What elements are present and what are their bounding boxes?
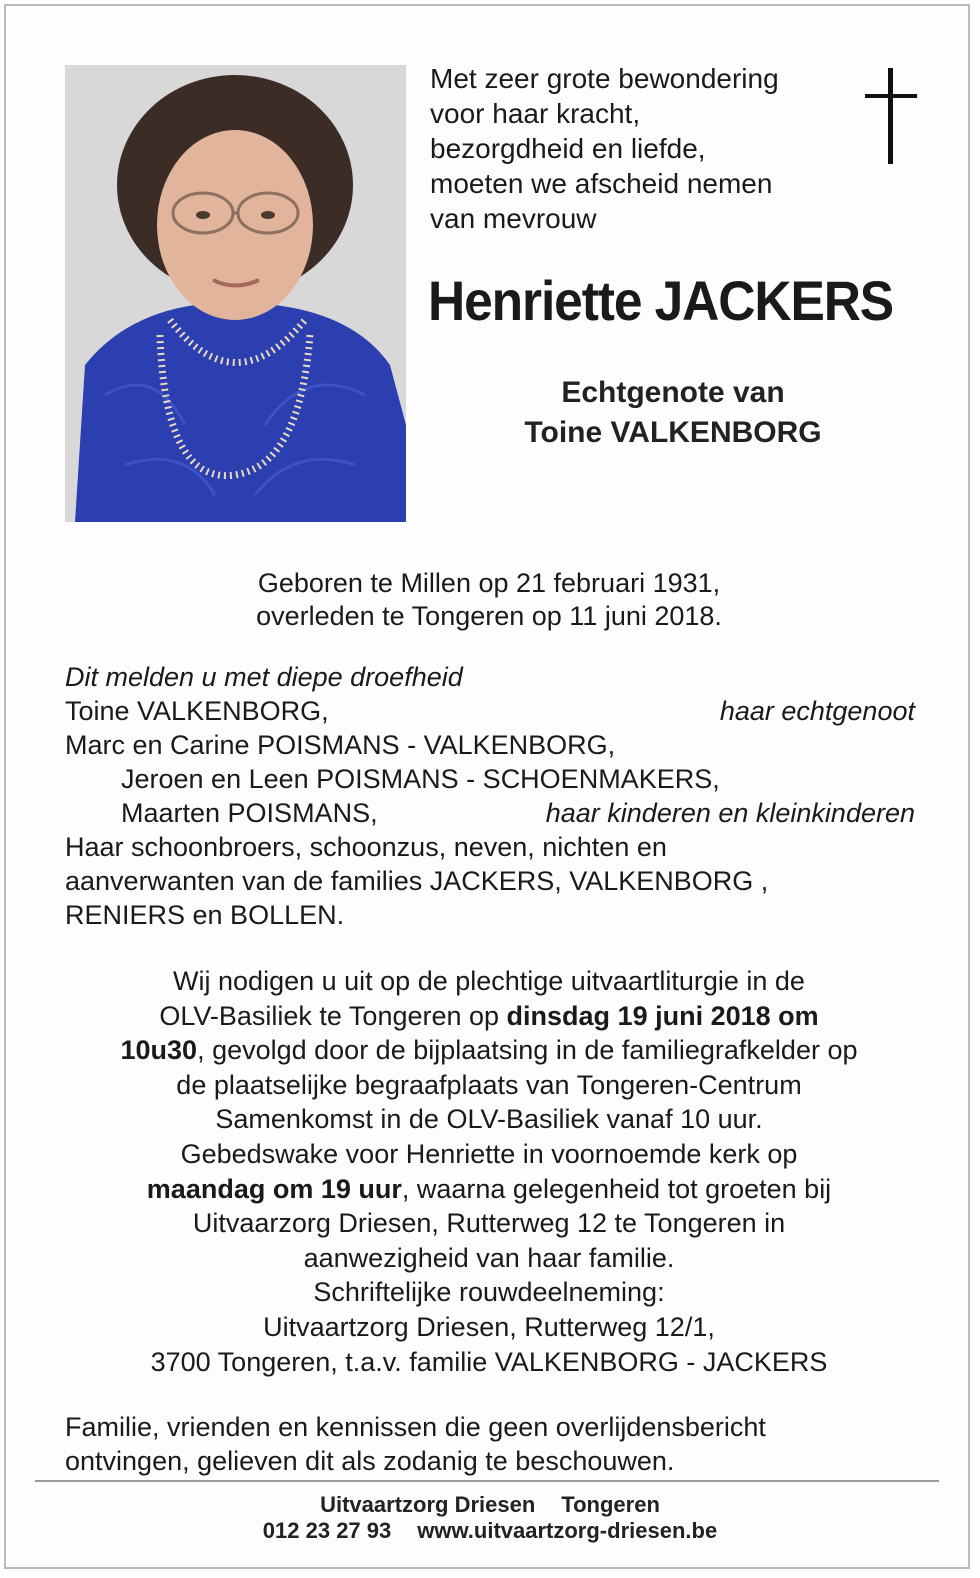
company-website[interactable]: www.uitvaartzorg-driesen.be <box>417 1518 718 1543</box>
latin-cross-icon <box>865 68 917 164</box>
deceased-name: Henriette JACKERS <box>428 269 894 332</box>
invitation-line <box>6 999 972 1034</box>
family-member-name: Marc en Carine POISMANS - VALKENBORG, <box>65 730 616 760</box>
intro-line: Met zeer grote bewondering <box>430 63 779 94</box>
funeral-invitation <box>6 964 972 1379</box>
funeral-home-footer <box>0 1492 980 1544</box>
invitation-text: OLV-Basiliek te Tongeren op <box>159 1000 507 1031</box>
intro-line: van mevrouw <box>430 203 597 234</box>
family-announcement <box>65 660 915 932</box>
invitation-line: Schriftelijke rouwdeelneming: <box>313 1277 665 1308</box>
relatives-line: aanverwanten van de families JACKERS, VALKENBORG , <box>65 866 769 896</box>
family-member-name: Toine VALKENBORG, <box>65 696 329 726</box>
relatives-line: RENIERS en BOLLEN. <box>65 900 345 930</box>
footer-line <box>0 1518 980 1544</box>
intro-line: moeten we afscheid nemen <box>430 168 773 199</box>
wake-time: maandag om 19 uur <box>146 1173 402 1204</box>
company-city: Tongeren <box>561 1492 660 1517</box>
intro-line: bezorgdheid en liefde, <box>430 133 706 164</box>
invitation-line: Uitvaartzorg Driesen, Rutterweg 12/1, <box>263 1311 715 1342</box>
intro-line: voor haar kracht, <box>430 98 641 129</box>
footer-divider <box>35 1480 939 1482</box>
family-heading: Dit melden u met diepe droefheid <box>65 662 463 692</box>
birth-death-info <box>6 567 972 633</box>
portrait-illustration <box>65 65 406 522</box>
invitation-line: Gebedswake voor Henriette in voornoemde kerk op <box>180 1138 798 1169</box>
family-member-role: haar echtgenoot <box>719 696 915 726</box>
closing-line: ontvingen, gelieven dit als zodanig te beschouwen. <box>65 1446 675 1476</box>
spouse-name: Toine VALKENBORG <box>524 416 822 449</box>
spouse-block <box>428 373 918 453</box>
birth-line: Geboren te Millen op 21 februari 1931, <box>257 568 721 598</box>
family-row <box>65 762 915 796</box>
invitation-line: de plaatselijke begraafplaats van Tongeren-Centrum <box>176 1069 802 1100</box>
invitation-text: , gevolgd door de bijplaatsing in de familiegrafkelder op <box>197 1035 858 1066</box>
invitation-line: 3700 Tongeren, t.a.v. familie VALKENBORG - JACKERS <box>150 1346 828 1377</box>
family-member-name: Maarten POISMANS, <box>121 798 378 828</box>
closing-note <box>65 1410 925 1478</box>
relatives-line: Haar schoonbroers, schoonzus, neven, nichten en <box>65 832 667 862</box>
funeral-date: dinsdag 19 juni 2018 om <box>506 1000 819 1031</box>
spouse-label: Echtgenote van <box>561 376 785 409</box>
death-line: overleden te Tongeren op 11 juni 2018. <box>256 601 722 631</box>
company-phone: 012 23 27 93 <box>262 1518 392 1543</box>
portrait-photo <box>65 65 406 522</box>
company-name: Uitvaartzorg Driesen <box>320 1492 536 1517</box>
closing-line: Familie, vrienden en kennissen die geen overlijdensbericht <box>65 1412 766 1442</box>
family-member-name: Jeroen en Leen POISMANS - SCHOENMAKERS, <box>121 764 720 794</box>
family-row <box>65 728 915 762</box>
family-member-role: haar kinderen en kleinkinderen <box>545 798 915 828</box>
family-row <box>65 694 915 728</box>
intro-text <box>430 61 850 236</box>
family-row <box>65 796 915 830</box>
obituary-card <box>4 4 970 1569</box>
invitation-line: aanwezigheid van haar familie. <box>303 1242 675 1273</box>
invitation-line <box>6 1172 972 1207</box>
funeral-time: 10u30 <box>120 1035 198 1066</box>
invitation-line: Samenkomst in de OLV-Basiliek vanaf 10 uur. <box>215 1104 763 1135</box>
invitation-line <box>6 1033 972 1068</box>
footer-line <box>0 1492 980 1518</box>
invitation-text: , waarna gelegenheid tot groeten bij <box>401 1173 832 1204</box>
invitation-line: Uitvaarzorg Driesen, Rutterweg 12 te Tongeren in <box>192 1208 786 1239</box>
invitation-line: Wij nodigen u uit op de plechtige uitvaartliturgie in de <box>173 966 805 996</box>
